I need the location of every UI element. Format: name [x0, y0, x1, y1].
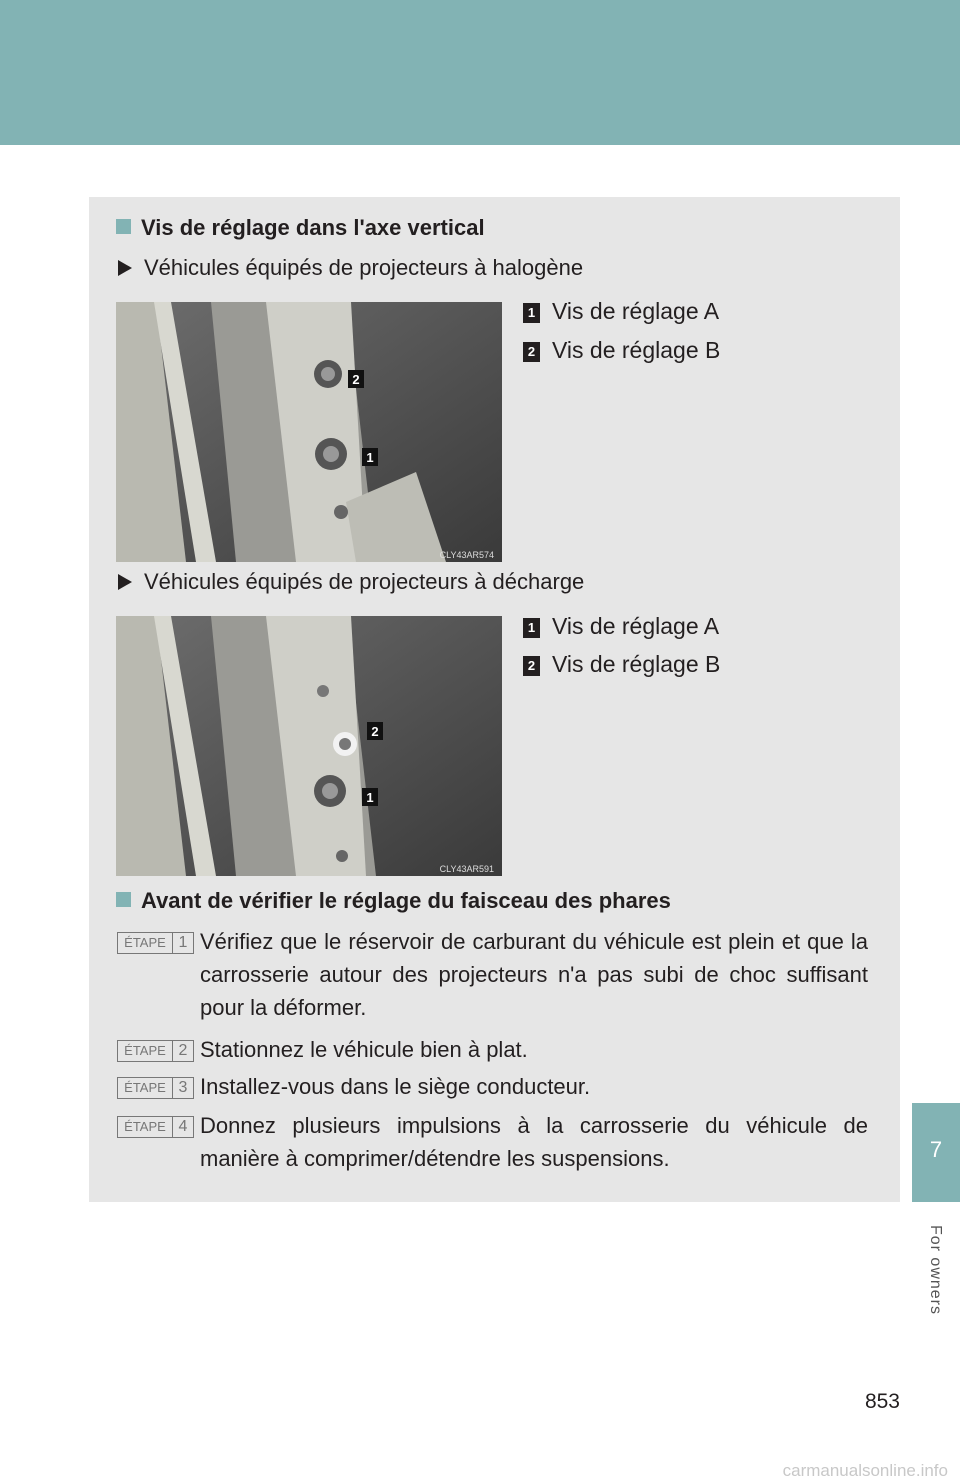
- discharge-legend-1: 1 Vis de réglage A: [523, 613, 719, 640]
- chapter-label-text: For owners: [927, 1224, 944, 1316]
- header-band: [0, 0, 960, 145]
- number-badge: 1: [523, 618, 540, 638]
- step-badge-1: ÉTAPE 1: [117, 932, 194, 954]
- number-badge: 2: [523, 656, 540, 676]
- section-square-icon: [116, 219, 131, 234]
- discharge-figure-code: CLY43AR591: [439, 864, 494, 874]
- section-vertical-heading: Vis de réglage dans l'axe vertical: [116, 215, 485, 241]
- halogen-figure-code: CLY43AR574: [439, 550, 494, 560]
- step-text-1: Vérifiez que le réservoir de carburant du véhicule est plein et que la carrosserie autour des projecteurs n'a pas subi de choc suffisant pour la déformer.: [200, 929, 868, 1020]
- section-before-heading: Avant de vérifier le réglage du faisceau des phares: [116, 888, 671, 914]
- number-badge: 1: [523, 303, 540, 323]
- arrow-right-icon: [118, 574, 132, 590]
- svg-text:2: 2: [371, 724, 379, 739]
- halogen-caption: Véhicules équipés de projecteurs à halogène: [118, 255, 583, 281]
- watermark: carmanualsonline.info: [782, 1461, 948, 1480]
- step-badge-3: ÉTAPE 3: [117, 1077, 194, 1099]
- halogen-figure: [116, 302, 502, 562]
- chapter-label: [920, 1210, 950, 1330]
- svg-text:2: 2: [352, 372, 360, 387]
- page-number: 853: [864, 1390, 900, 1413]
- chapter-tab: [912, 1103, 960, 1202]
- svg-text:1: 1: [366, 790, 374, 805]
- number-badge: 2: [523, 342, 540, 362]
- discharge-legend-2: 2 Vis de réglage B: [523, 651, 720, 678]
- section-square-icon: [116, 892, 131, 907]
- arrow-right-icon: [118, 260, 132, 276]
- chapter-number: 7: [929, 1137, 943, 1162]
- step-text-3: Installez-vous dans le siège conducteur.: [200, 1074, 591, 1099]
- step-text-4: Donnez plusieurs impulsions à la carrosserie du véhicule de manière à comprimer/détendre les suspensions.: [200, 1113, 868, 1171]
- step-text-2: Stationnez le véhicule bien à plat.: [200, 1037, 528, 1062]
- step-badge-4: ÉTAPE 4: [117, 1116, 194, 1138]
- step-badge-2: ÉTAPE 2: [117, 1040, 194, 1062]
- discharge-caption: Véhicules équipés de projecteurs à décharge: [118, 569, 584, 595]
- discharge-figure: [116, 616, 502, 876]
- svg-text:1: 1: [366, 450, 374, 465]
- halogen-legend-2: 2 Vis de réglage B: [523, 337, 720, 364]
- halogen-legend-1: 1 Vis de réglage A: [523, 298, 719, 325]
